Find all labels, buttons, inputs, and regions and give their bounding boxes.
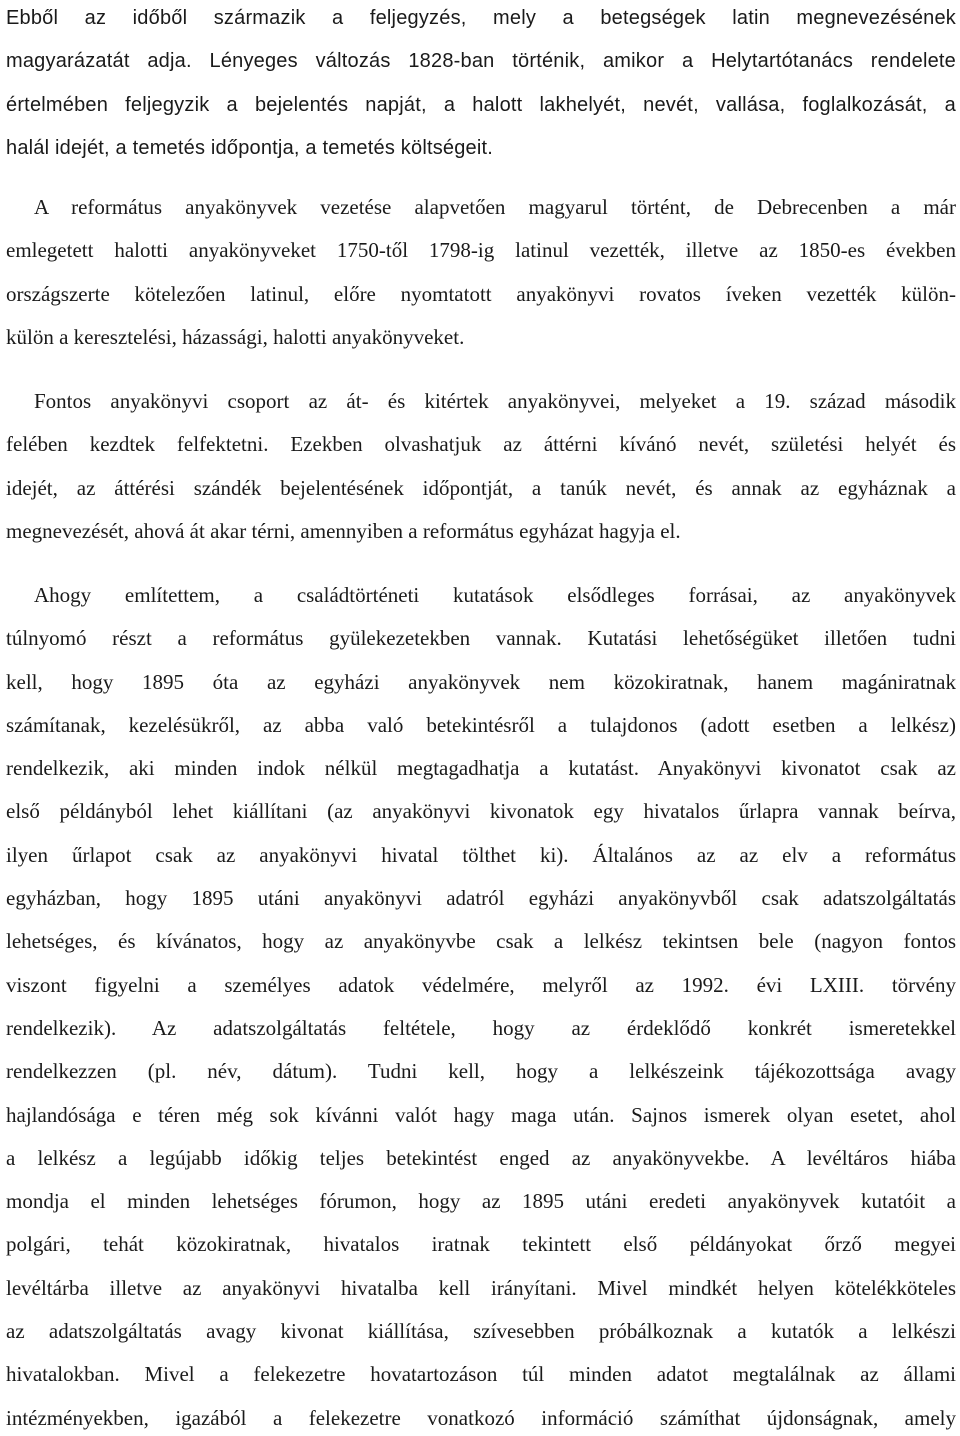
paragraph-text (6, 186, 956, 359)
paragraph-text (6, 380, 956, 553)
text-line: lehetséges, és kívánatos, hogy az anyakönyvbe csak a lelkész tekintsen bele (nagyon fontos (6, 929, 956, 954)
text-line: első példányból lehet kiállítani (az anyakönyvi kivonatok egy hivatalos űrlapra vannak beírva, (6, 799, 956, 824)
text-line: Fontos anyakönyvi csoport az át- és kitértek anyakönyvei, melyeket a 19. század második (34, 389, 956, 413)
text-line: hajlandósága e téren még sok kívánni valót hagy maga után. Sajnos ismerek olyan esetet, ahol (6, 1102, 956, 1127)
text-line: rendelkezik, aki minden indok nélkül megtagadhatja a kutatást. Anyakönyvi kivonatot csak az (6, 756, 956, 781)
text-line: polgári, tehát közokiratnak, hivatalos iratnak tekintett első példányokat őrző megyei (6, 1232, 956, 1257)
text-line: felében kezdtek felfektetni. Ezekben olvashatjuk az áttérni kívánó nevét, születési helyét és (6, 432, 956, 457)
text-line: hivatalokban. Mivel a felekezetre hovatartozáson túl minden adatot megtalálnak az állami (6, 1362, 956, 1387)
paragraph-text (6, 574, 956, 1436)
text-line: intézményekben, igazából a felekezetre vonatkozó információ számíthat újdonságnak, amely (6, 1405, 956, 1430)
text-line: Ahogy említettem, a családtörténeti kutatások elsődleges forrásai, az anyakönyvek (34, 583, 956, 607)
text-line: ilyen űrlapot csak az anyakönyvi hivatal tölthet ki). Általános az az elv a református (6, 842, 956, 867)
text-line: a lelkész a legújabb időkig teljes betekintést enged az anyakönyvekbe. A levéltáros hiába (6, 1145, 956, 1170)
text-line: az adatszolgáltatás avagy kivonat kiállítása, szívesebben próbálkoznak a kutatók a lelkészi (6, 1319, 956, 1344)
text-line: kell, hogy 1895 óta az egyházi anyakönyvek nem közokiratnak, hanem magániratnak (6, 669, 956, 694)
paragraph-death-register-latin (6, 0, 956, 170)
text-line: túlnyomó részt a református gyülekezetekben vannak. Kutatási lehetőségüket illetően tudni (6, 626, 956, 651)
text-line: emlegetett halotti anyakönyveket 1750-től 1798-ig latinul vezették, illetve az 1850-es években (6, 238, 956, 263)
text-line: számítanak, kezelésükről, az abba való betekintésről a tulajdonos (adott esetben a lelkész) (6, 712, 956, 737)
text-line: A református anyakönyvek vezetése alapvetően magyarul történt, de Debrecenben a már (34, 195, 956, 219)
text-line: országszerte kötelezően latinul, előre nyomtatott anyakönyvi rovatos íveken vezették külön- (6, 281, 956, 306)
paragraph-text (6, 0, 956, 170)
text-line: mondja el minden lehetséges fórumon, hogy az 1895 utáni eredeti anyakönyvek kutatóit a (6, 1189, 956, 1214)
text-line: értelmében feljegyzik a bejelentés napját, a halott lakhelyét, nevét, vallása, foglalkozását, a (6, 93, 956, 116)
text-line: rendelkezik). Az adatszolgáltatás feltétele, hogy az érdeklődő konkrét ismeretekkel (6, 1015, 956, 1040)
text-line: külön a keresztelési, házassági, halotti anyakönyveket. (6, 324, 465, 349)
text-line: egyházban, hogy 1895 utáni anyakönyvi adatról egyházi anyakönyvből csak adatszolgáltatás (6, 886, 956, 911)
text-line: halál idejét, a temetés időpontja, a temetés költségeit. (6, 136, 494, 159)
paragraph-conversion-registers (6, 380, 956, 553)
text-line: Ebből az időből származik a feljegyzés, mely a betegségek latin megnevezésének (6, 7, 956, 29)
text-line: levéltárba illetve az anyakönyvi hivatalba kell irányítani. Mivel mindkét helyen kötelékköteles (6, 1275, 956, 1300)
text-line: idejét, az áttérési szándék bejelentésének időpontját, a tanúk nevét, és annak az egyháznak a (6, 475, 956, 500)
paragraph-reformed-registers (6, 186, 956, 359)
paragraph-research-access (6, 574, 956, 1436)
text-line: magyarázatát adja. Lényeges változás 1828-ban történik, amikor a Helytartótanács rendelete (6, 50, 956, 73)
text-line: viszont figyelni a személyes adatok védelmére, melyről az 1992. évi LXIII. törvény (6, 972, 956, 997)
text-line: rendelkezzen (pl. név, dátum). Tudni kell, hogy a lelkészeink tájékozottsága avagy (6, 1059, 956, 1084)
text-line: megnevezését, ahová át akar térni, amennyiben a református egyházat hagyja el. (6, 518, 681, 543)
